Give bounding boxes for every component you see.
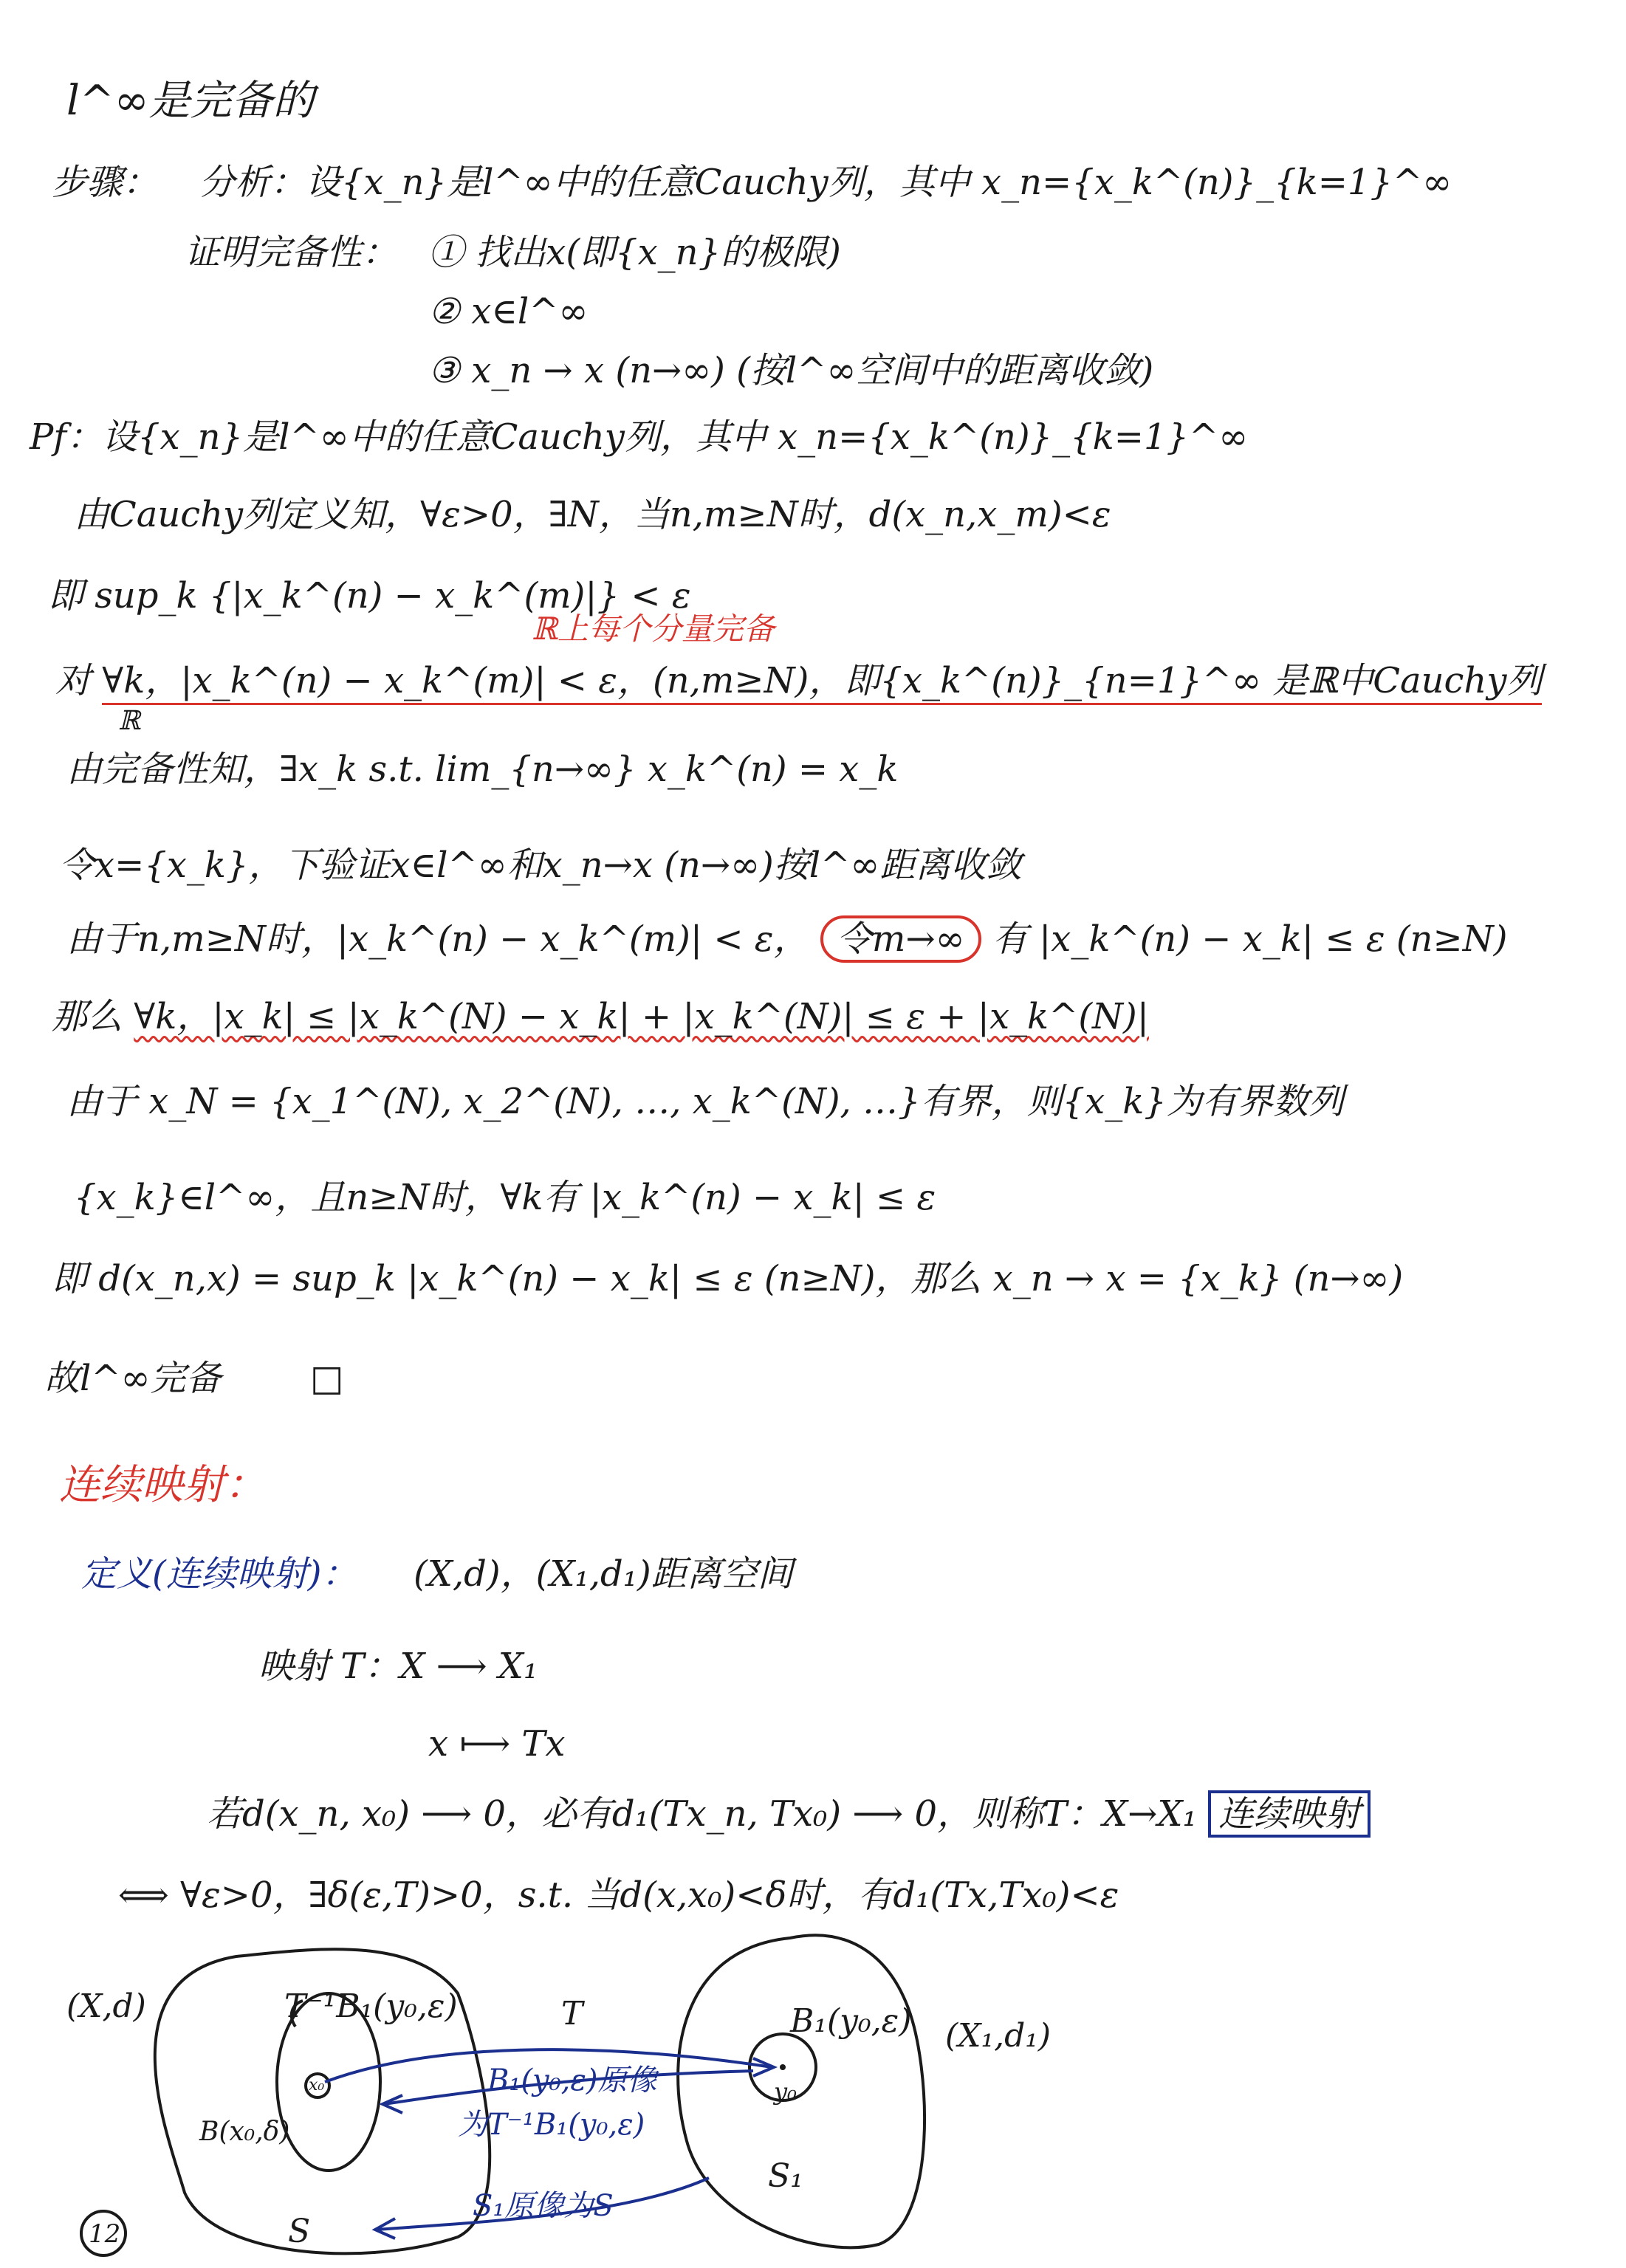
page-title: l^∞是完备的 — [66, 77, 315, 125]
proof-line-8-wavy: ∀k，|x_k| ≤ |x_k^(N) − x_k| + |x_k^(N)| ≤ ε + |x_k^(N)| — [134, 996, 1149, 1037]
definition-condition-pre: 若d(x_n, x₀) ⟶ 0，必有d₁(Tx_n, Tx₀) ⟶ 0，则称T：X→X₁ — [207, 1793, 1197, 1835]
ball1-label: B₁(y₀,ε) — [790, 2002, 912, 2040]
map-label: T — [561, 1995, 583, 2032]
proof-line-10: {x_k}∈l^∞，且n≥N时，∀k有 |x_k^(n) − x_k| ≤ ε — [74, 1177, 936, 1218]
proof-line-7-pre: 由于n,m≥N时，|x_k^(n) − x_k^(m)| < ε， — [66, 918, 809, 960]
space-x1-outline — [678, 1935, 925, 2247]
proof-line-8-pre: 那么 — [52, 996, 123, 1037]
ball-label: B(x₀,δ) — [199, 2117, 290, 2147]
proof-line-6: 令x={x_k}，下验证x∈l^∞和x_n→x (n→∞)按l^∞距离收敛 — [59, 845, 1022, 886]
qed-mark: □ — [310, 1358, 344, 1399]
section-title: 连续映射： — [59, 1461, 266, 1509]
definition-map1: 映射 T：X ⟶ X₁ — [258, 1646, 538, 1687]
proof-line-9: 由于 x_N = {x_1^(N), x_2^(N), …, x_k^(N), …}有界，则{x_k}为有界数列 — [66, 1081, 1344, 1122]
steps-label: 步骤： — [52, 162, 159, 203]
proof-line-4-pre: 对 — [55, 660, 92, 701]
y0-point — [780, 2064, 786, 2070]
proof-line-3: 即 sup_k {|x_k^(n) − x_k^(m)|} < ε — [48, 575, 691, 616]
proof-line-4-forall: ∀k，|x_k^(n) − x_k^(m)| < ε，(n,m≥N) — [102, 660, 809, 705]
analysis-content: 分析：设{x_n}是l^∞中的任意Cauchy列，其中 x_n={x_k^(n)}_{k=1}^∞ — [199, 162, 1452, 203]
prove-label: 证明完备性： — [185, 232, 398, 273]
x0-label: x₀ — [309, 2076, 325, 2095]
page-number: 12 — [89, 2219, 121, 2249]
proof-line-1: Pf：设{x_n}是l^∞中的任意Cauchy列，其中 x_n={x_k^(n)}_{k=1}^∞ — [30, 416, 1249, 458]
proof-line-11: 即 d(x_n,x) = sup_k |x_k^(n) − x_k| ≤ ε (n≥N)，那么 x_n → x = {x_k} (n→∞) — [52, 1258, 1404, 1299]
note-3: S₁原像为S — [473, 2189, 614, 2223]
s-label: S — [288, 2213, 311, 2250]
proof-line-7-circled: 令m→∞ — [820, 915, 981, 963]
ir-label: ℝ — [118, 706, 140, 736]
definition-label: 定义(连续映射)： — [81, 1553, 357, 1595]
left-space-label: (X,d) — [66, 1987, 146, 2025]
definition-spaces: (X,d)，(X₁,d₁)距离空间 — [414, 1553, 793, 1595]
note-1: B₁(y₀,ε)原像 — [487, 2063, 657, 2097]
s1-label: S₁ — [768, 2157, 803, 2195]
step-2: ② x∈l^∞ — [428, 291, 589, 332]
right-space-label: (X₁,d₁) — [945, 2017, 1052, 2055]
definition-equivalence: ⟺ ∀ε>0，∃δ(ε,T)>0，s.t. 当d(x,x₀)<δ时，有d₁(Tx,Tx₀)<ε — [118, 1874, 1119, 1916]
red-note: ℝ上每个分量完备 — [532, 611, 775, 647]
step-1: ① 找出x(即{x_n}的极限) — [428, 232, 841, 273]
proof-line-12: 故l^∞完备 — [44, 1358, 222, 1399]
y0-label: y₀ — [774, 2078, 797, 2106]
proof-line-7-post: 有 |x_k^(n) − x_k| ≤ ε (n≥N) — [992, 918, 1508, 960]
proof-line-5: 由完备性知，∃x_k s.t. lim_{n→∞} x_k^(n) = x_k — [66, 749, 899, 790]
proof-line-4-post: ，即{x_k^(n)}_{n=1}^∞ 是ℝ中Cauchy列 — [809, 660, 1542, 705]
note-2: 为T⁻¹B₁(y₀,ε) — [458, 2108, 645, 2142]
preimage-label: T⁻¹B₁(y₀,ε) — [284, 1987, 458, 2025]
definition-condition-boxed: 连续映射 — [1208, 1790, 1371, 1838]
definition-map2: x ⟼ Tx — [428, 1723, 566, 1764]
proof-line-2: 由Cauchy列定义知，∀ε>0，∃N，当n,m≥N时，d(x_n,x_m)<ε — [74, 494, 1111, 535]
step-3: ③ x_n → x (n→∞) (按l^∞空间中的距离收敛) — [428, 350, 1154, 391]
